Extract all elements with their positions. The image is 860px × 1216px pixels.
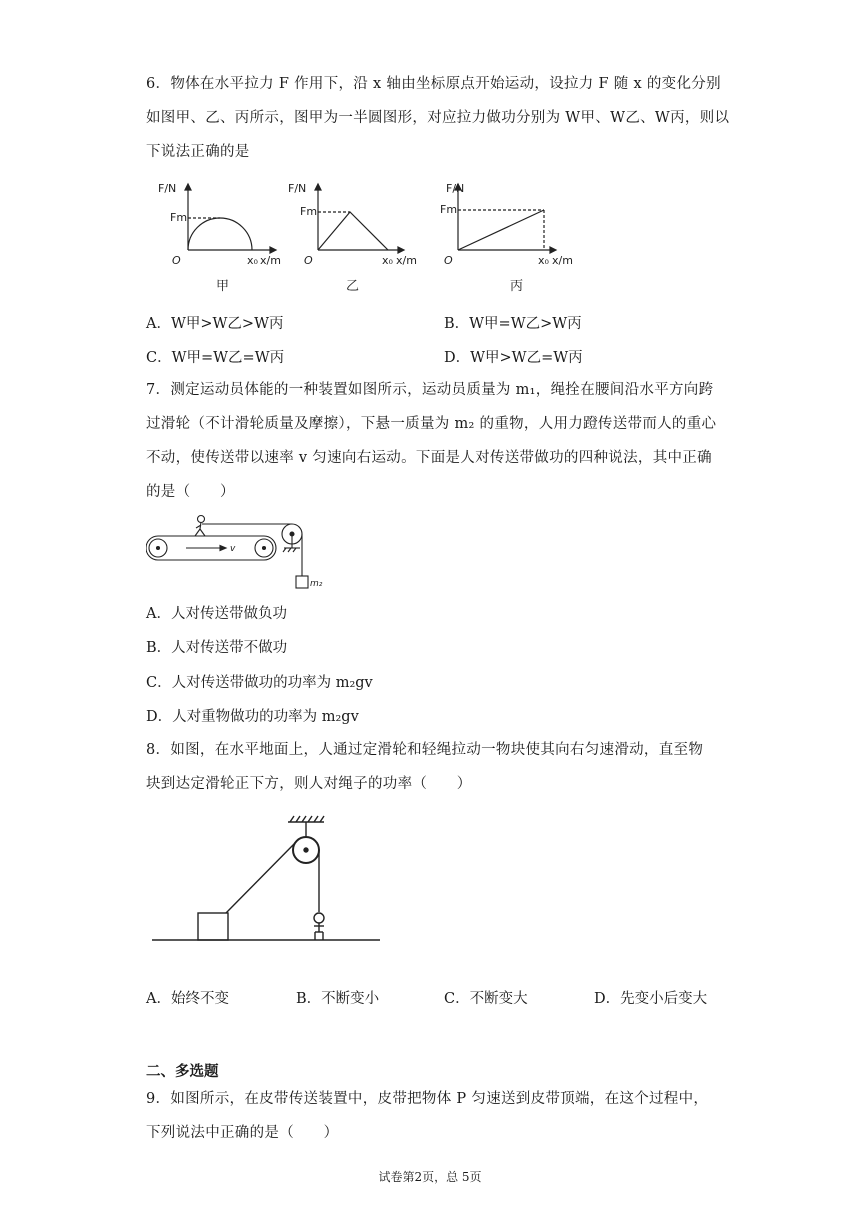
- graph-a-fm: Fm: [170, 211, 188, 224]
- q7-option-c: C．人对传送带做功的功率为 m₂gv: [146, 675, 373, 691]
- velocity-arrow-head: [220, 546, 226, 551]
- graph-b-triangle: [318, 212, 388, 250]
- graph-c-origin: O: [444, 254, 453, 267]
- graph-a-semicircle: [188, 218, 252, 250]
- runner-leg-left: [195, 529, 200, 536]
- q8-line-1: 8．如图，在水平地面上，人通过定滑轮和轻绳拉动一物块使其向右匀速滑动，直至物: [146, 742, 704, 758]
- graph-c-x-label: x/m: [552, 254, 573, 267]
- ceiling-hatch-3: [302, 816, 306, 822]
- rope-to-block: [226, 842, 296, 913]
- graph-c-y-label: F/N: [446, 182, 465, 195]
- graph-c-line: [458, 210, 544, 250]
- q9-line-1: 9．如图所示，在皮带传送装置中，皮带把物体 P 匀速送到皮带顶端，在这个过程中，: [146, 1091, 709, 1107]
- q8-pulley-figure: [150, 812, 386, 946]
- graph-b-x-arrow: [398, 247, 404, 253]
- q7-line-1: 7．测定运动员体能的一种装置如图所示，运动员质量为 m₁，绳拴在腰间沿水平方向跨: [146, 382, 714, 398]
- velocity-label: v: [230, 544, 236, 554]
- graph-b-x0: x₀: [382, 254, 393, 267]
- graph-a-x0: x₀: [247, 254, 258, 267]
- graph-c-fm: Fm: [440, 203, 458, 216]
- section-heading-multiple-choice: 二、多选题: [146, 1063, 219, 1080]
- hatch-2: [288, 548, 291, 552]
- graph-c-x0: x₀: [538, 254, 549, 267]
- q7-option-b: B．人对传送带不做功: [146, 640, 288, 656]
- q7-conveyor-figure: [146, 508, 346, 592]
- q7-line-3: 不动，使传送带以速率 v 匀速向右运动。下面是人对传送带做功的四种说法，其中正确: [146, 450, 712, 466]
- graph-a-origin: O: [172, 254, 181, 267]
- q6-option-d: D．W甲>W乙=W丙: [444, 350, 583, 366]
- ceiling-hatch-6: [320, 816, 324, 822]
- graph-b-x-label: x/m: [396, 254, 417, 267]
- q6-line-1: 6．物体在水平拉力 F 作用下，沿 x 轴由坐标原点开始运动，设拉力 F 随 x 的变化分别: [146, 76, 721, 92]
- q6-option-a: A．W甲>W乙>W丙: [146, 316, 284, 332]
- weight-label: m₂: [310, 579, 323, 589]
- graph-a-caption: 甲: [216, 279, 230, 294]
- graph-a-x-label: x/m: [260, 254, 281, 267]
- weight-block: [296, 576, 308, 588]
- q7-line-4: 的是（ ）: [146, 484, 235, 500]
- graph-b-caption: 乙: [346, 279, 360, 294]
- right-roller-axle: [263, 547, 266, 550]
- hatch-1: [283, 548, 286, 552]
- q8-option-a: A．始终不变: [146, 991, 229, 1007]
- graph-a-y-label: F/N: [158, 182, 177, 195]
- fixed-pulley-axle: [304, 848, 308, 852]
- q7-line-2: 过滑轮（不计滑轮质量及摩擦），下悬一质量为 m₂ 的重物，人用力蹬传送带而人的重心: [146, 416, 717, 432]
- pulley-axle: [290, 532, 294, 536]
- graph-a-x-arrow: [270, 247, 276, 253]
- q8-line-2: 块到达定滑轮正下方，则人对绳子的功率（ ）: [146, 776, 472, 792]
- q8-option-b: B．不断变小: [296, 991, 380, 1007]
- runner-leg-right: [200, 529, 205, 536]
- ceiling-hatch-5: [314, 816, 318, 822]
- q6-line-2: 如图甲、乙、丙所示，图甲为一半圆图形，对应拉力做功分别为 W甲、W乙、W丙，则以: [146, 110, 730, 126]
- q7-option-a: A．人对传送带做负功: [146, 606, 287, 622]
- graph-c-caption: 丙: [510, 279, 524, 294]
- graph-b-y-label: F/N: [288, 182, 307, 195]
- q8-option-d: D．先变小后变大: [594, 991, 708, 1007]
- block: [198, 913, 228, 940]
- graph-b-y-arrow: [315, 184, 321, 190]
- ceiling-hatch-2: [296, 816, 300, 822]
- q6-graphs-figure: [150, 176, 600, 300]
- ceiling-hatch-1: [290, 816, 294, 822]
- q9-line-2: 下列说法中正确的是（ ）: [146, 1125, 339, 1141]
- q8-option-c: C．不断变大: [444, 991, 528, 1007]
- hatch-3: [293, 548, 296, 552]
- q7-option-d: D．人对重物做功的功率为 m₂gv: [146, 709, 359, 725]
- graph-c-x-arrow: [550, 247, 556, 253]
- page-footer: 试卷第2页，总 5页: [378, 1170, 482, 1184]
- graph-a-y-arrow: [185, 184, 191, 190]
- left-roller-axle: [157, 547, 160, 550]
- q6-option-c: C．W甲=W乙=W丙: [146, 350, 285, 366]
- runner-head: [198, 516, 205, 523]
- q6-line-3: 下说法正确的是: [146, 144, 250, 160]
- q6-option-b: B．W甲=W乙>W丙: [444, 316, 582, 332]
- graph-b-fm: Fm: [300, 205, 318, 218]
- ceiling-hatch-4: [308, 816, 312, 822]
- person-head: [314, 913, 324, 923]
- graph-b-origin: O: [304, 254, 313, 267]
